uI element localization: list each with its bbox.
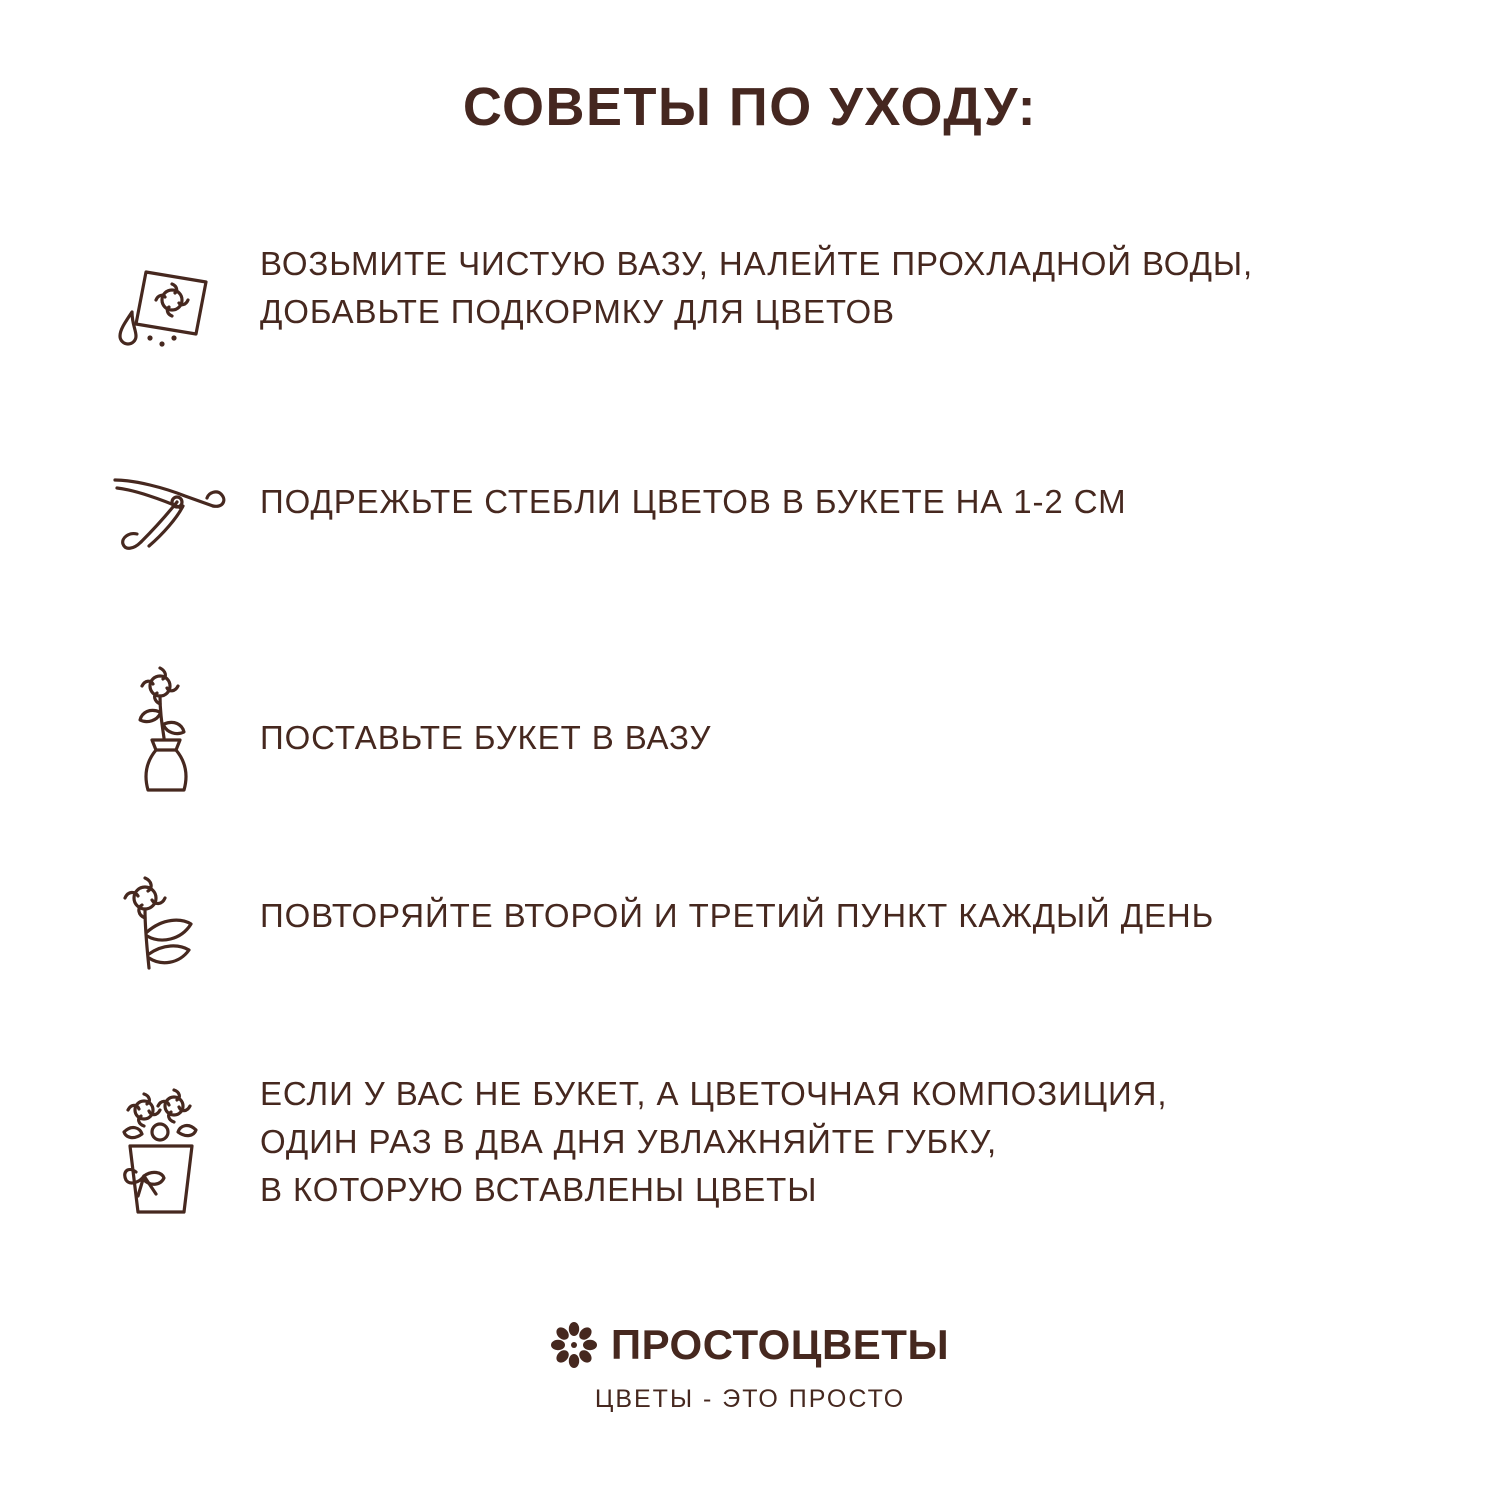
tip-item-1 xyxy=(80,236,1420,450)
flower-vase-icon xyxy=(80,664,260,804)
tip-line: ДОБАВЬТЕ ПОДКОРМКУ ДЛЯ ЦВЕТОВ xyxy=(260,292,895,330)
tip-line: ПОДРЕЖЬТЕ СТЕБЛИ ЦВЕТОВ В БУКЕТЕ НА 1-2 СМ xyxy=(260,483,1127,520)
tip-item-5 xyxy=(80,1070,1420,1290)
tip-line: ВОЗЬМИТЕ ЧИСТУЮ ВАЗУ, НАЛЕЙТЕ ПРОХЛАДНОЙ ВОДЫ, xyxy=(260,245,1254,282)
flower-logo-icon xyxy=(551,1322,597,1368)
tip-item-4 xyxy=(80,870,1420,1070)
tip-item-2 xyxy=(80,450,1420,664)
brand-logo xyxy=(0,1321,1500,1369)
footer xyxy=(0,1321,1500,1414)
tip-text-5 xyxy=(260,1070,1167,1214)
brand-tagline: ЦВЕТЫ - ЭТО ПРОСТО xyxy=(594,1385,906,1413)
brand-name: ПРОСТОЦВЕТЫ xyxy=(610,1321,950,1368)
tip-line: В КОТОРУЮ ВСТАВЛЕНЫ ЦВЕТЫ xyxy=(260,1170,818,1208)
flower-stem-icon xyxy=(80,870,260,990)
tip-text-4 xyxy=(260,870,1214,940)
page-title: СОВЕТЫ ПО УХОДУ: xyxy=(462,77,1038,137)
watering-packet-icon xyxy=(80,236,260,370)
tips-list xyxy=(80,236,1420,1290)
tip-line: ОДИН РАЗ В ДВА ДНЯ УВЛАЖНЯЙТЕ ГУБКУ, xyxy=(260,1122,998,1160)
tip-text-2 xyxy=(260,450,1127,526)
tip-text-3 xyxy=(260,664,711,762)
tip-line: ЕСЛИ У ВАС НЕ БУКЕТ, А ЦВЕТОЧНАЯ КОМПОЗИЦИЯ, xyxy=(260,1075,1168,1112)
tip-line: ПОВТОРЯЙТЕ ВТОРОЙ И ТРЕТИЙ ПУНКТ КАЖДЫЙ ДЕНЬ xyxy=(260,897,1215,934)
tip-line: ПОСТАВЬТЕ БУКЕТ В ВАЗУ xyxy=(260,719,712,756)
pruning-shears-icon xyxy=(80,450,260,570)
tip-text-1 xyxy=(260,236,1253,336)
tip-item-3 xyxy=(80,664,1420,870)
flower-basket-icon xyxy=(80,1070,260,1230)
